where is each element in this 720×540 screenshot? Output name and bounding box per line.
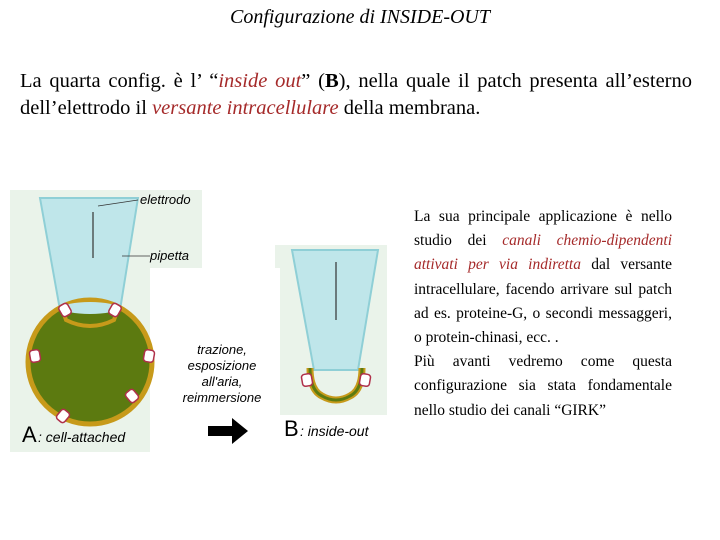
intro-inside-out: inside out — [218, 70, 302, 92]
side-p2: Più avanti vedremo come questa configurazione sia stata fondamentale nello studio dei canali “GIRK” — [414, 353, 672, 419]
channel-icon — [301, 373, 313, 387]
label-elettrodo: elettrodo — [140, 192, 191, 207]
label-trazione: trazione, — [197, 342, 247, 357]
intro-text-2: ” ( — [301, 70, 325, 92]
label-a-letter: A — [22, 422, 37, 447]
channel-icon — [143, 349, 155, 363]
label-aria: all'aria, — [201, 374, 243, 389]
intro-b-letter: B — [324, 70, 339, 92]
intro-text-3: ), nella quale il patch presenta all’esterno dell’elettrodo il — [20, 70, 692, 119]
side-paragraph — [414, 205, 672, 423]
patch-clamp-figure — [10, 190, 405, 455]
figure-svg — [10, 190, 405, 455]
intro-versante-intracellulare: versante intracellulare — [152, 97, 339, 119]
label-b-letter: B — [284, 416, 299, 441]
label-pipetta: pipetta — [150, 248, 190, 263]
side-text-1: La sua principale applicazione è nello studio dei — [414, 208, 672, 250]
side-canali-chemio: canali chemio-dipendenti attivati per via indiretta — [414, 232, 672, 274]
channel-icon — [359, 373, 371, 387]
side-text-2: dal versante intracellulare, facendo arrivare sul patch ad es. proteine-G, o secondi messaggeri, o protein-chinasi, ecc. . — [414, 256, 672, 347]
side-p1 — [414, 205, 672, 350]
label-reimmersione: reimmersione — [182, 390, 262, 405]
label-esposizione: esposizione — [187, 358, 257, 373]
label-b-text: : inside-out — [300, 423, 369, 439]
intro-paragraph — [20, 68, 692, 122]
slide-title: Configurazione di INSIDE-OUT — [230, 6, 490, 28]
label-a-text: : cell-attached — [38, 429, 126, 445]
channel-icon — [29, 349, 41, 363]
intro-text-1: La quarta config. è l’ “ — [20, 70, 219, 92]
intro-text-4: della membrana. — [338, 97, 481, 119]
